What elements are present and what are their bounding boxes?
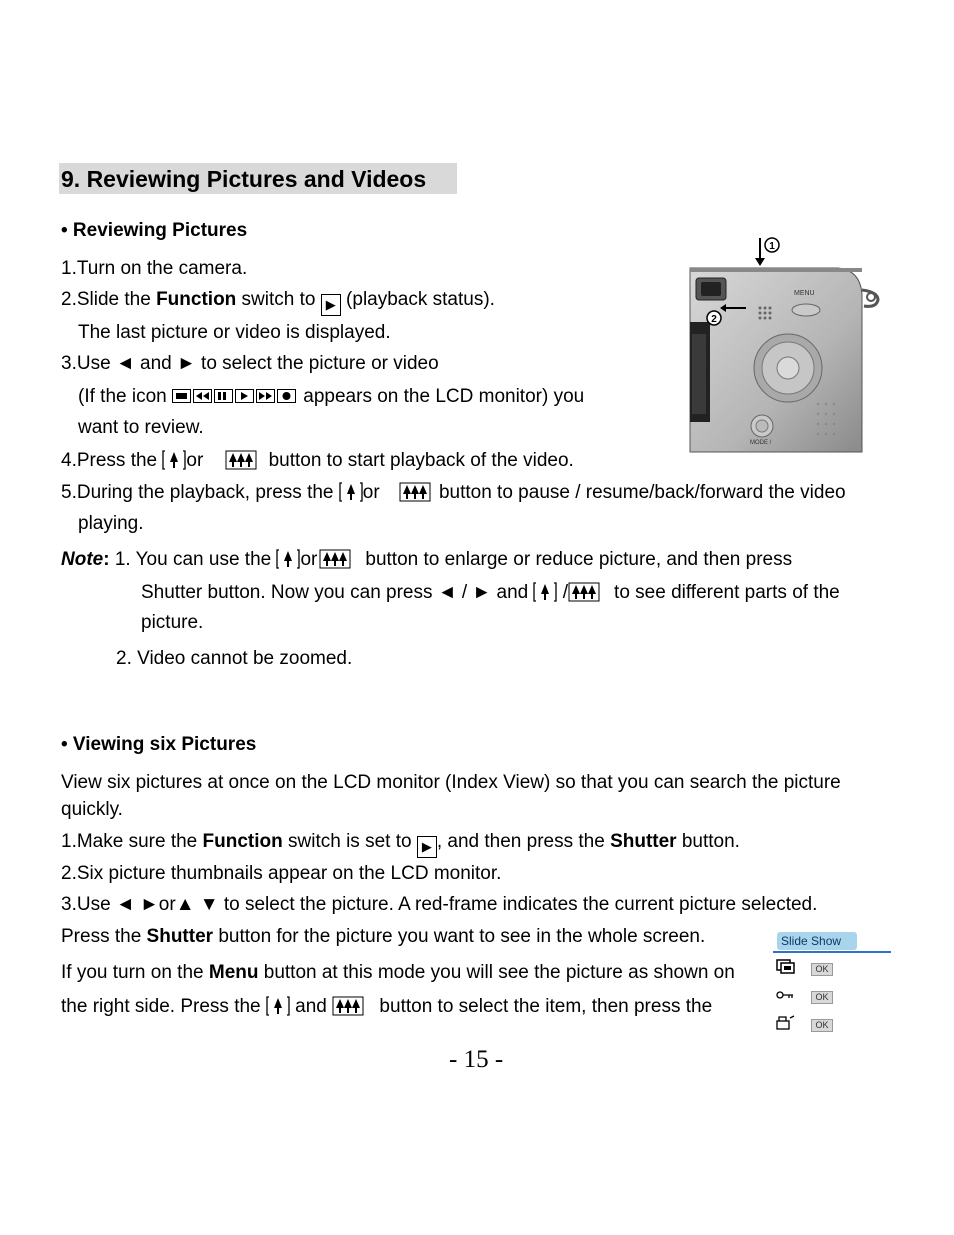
step-2-text: switch to	[236, 289, 321, 310]
zoom-wide-icon	[399, 482, 431, 502]
menu-label: MENU	[794, 290, 815, 297]
six-step-4-text: button for the picture you want to see in the whole screen.	[213, 926, 706, 947]
six-step-6-text: button to select the item, then press the	[374, 996, 713, 1017]
step-1: 1.Turn on the camera.	[61, 258, 248, 279]
six-step-1-text: 1.Make sure the	[61, 831, 203, 852]
mode-label: MODE /	[750, 440, 772, 446]
six-step-4-text: Press the	[61, 926, 147, 947]
note-colon: :	[103, 549, 110, 570]
ok-badge: OK	[811, 1019, 833, 1032]
zoom-wide-icon	[225, 450, 257, 470]
section-title: 9. Reviewing Pictures and Videos	[61, 166, 427, 192]
note-1-text: 1. You can use the	[109, 549, 277, 570]
six-heading: • Viewing six Pictures	[61, 734, 257, 755]
note-1-line-3: picture.	[141, 612, 204, 633]
six-step-1	[61, 831, 740, 858]
step-5-text: or	[362, 482, 380, 503]
zoom-tele-icon	[339, 481, 363, 503]
step-4-text: button to start playback of the video.	[268, 450, 574, 471]
note-1-text: /	[557, 582, 569, 603]
step-2	[61, 289, 495, 316]
six-step-2: 2.Six picture thumbnails appear on the LCD monitor.	[61, 863, 502, 884]
page-number: - 15 -	[449, 1046, 504, 1073]
six-step-1-text: , and then press the	[436, 831, 611, 852]
function-label: Function	[156, 289, 237, 310]
callout-2: 2	[711, 314, 717, 325]
note-label: Note	[61, 549, 104, 570]
slideshow-icon	[775, 958, 797, 976]
step-2-text: (playback status).	[340, 289, 495, 310]
six-step-6	[61, 995, 712, 1018]
six-step-5	[61, 962, 735, 984]
zoom-tele-icon	[276, 548, 300, 570]
step-5-text: button to pause / resume/back/forward the video	[438, 482, 846, 503]
menu-underline	[773, 951, 891, 953]
camera-back-illustration	[688, 234, 884, 456]
note-2: 2. Video cannot be zoomed.	[116, 648, 353, 669]
six-step-1-text: button.	[676, 831, 740, 852]
six-intro-line-1: View six pictures at once on the LCD monitor (Index View) so that you can search the picture	[61, 772, 841, 793]
step-3-line-2	[78, 386, 584, 408]
ok-badge: OK	[811, 991, 833, 1004]
step-5	[61, 481, 846, 504]
video-controls-icon	[172, 388, 298, 404]
shutter-label: Shutter	[146, 926, 214, 947]
note-1-text: or	[300, 549, 318, 570]
step-5-text: 5.During the playback, press the	[61, 482, 339, 503]
print-dpof-icon	[775, 1015, 797, 1033]
playback-icon: ▶	[417, 836, 437, 858]
playback-icon: ▶	[321, 294, 341, 316]
note-1-text: button to enlarge or reduce picture, and then press	[365, 549, 793, 570]
six-step-3: 3.Use ◄ ►or▲ ▼ to select the picture. A red-frame indicates the current picture selected.	[61, 894, 818, 915]
protect-key-icon	[775, 987, 797, 1005]
step-3-text: appears on the LCD monitor) you	[298, 386, 585, 407]
zoom-tele-icon	[533, 581, 557, 603]
zoom-wide-icon	[319, 549, 351, 569]
six-step-5-text: If you turn on the	[61, 962, 209, 983]
six-step-5-text: button at this mode you will see the picture as shown on	[258, 962, 735, 983]
step-4-text: 4.Press the	[61, 450, 163, 471]
zoom-wide-icon	[568, 582, 600, 602]
six-step-1-text: switch is set to	[282, 831, 417, 852]
step-3-text: (If the icon	[78, 386, 172, 407]
six-step-6-text: the right side. Press the	[61, 996, 266, 1017]
step-4-text: or	[186, 450, 204, 471]
step-3: 3.Use ◄ and ► to select the picture or video	[61, 353, 439, 374]
slide-show-menu-illustration	[773, 930, 897, 1036]
zoom-tele-icon	[162, 449, 186, 471]
reviewing-heading: • Reviewing Pictures	[61, 220, 248, 241]
note-1	[61, 548, 792, 571]
step-5-line-2: playing.	[78, 513, 144, 534]
step-2-text: 2.Slide the	[61, 289, 157, 310]
six-step-6-text: and	[289, 996, 333, 1017]
menu-label: Menu	[208, 962, 259, 983]
shutter-label: Shutter	[610, 831, 677, 852]
zoom-tele-icon	[266, 995, 290, 1017]
note-1-text: to see different parts of the	[614, 582, 840, 603]
function-label: Function	[202, 831, 283, 852]
step-3-line-3: want to review.	[78, 417, 204, 438]
note-1-line-2	[141, 581, 840, 604]
step-2-line-2: The last picture or video is displayed.	[78, 322, 391, 343]
slide-show-label: Slide Show	[777, 932, 857, 950]
note-1-text: Shutter button. Now you can press ◄ / ► and	[141, 582, 534, 603]
zoom-wide-icon	[332, 996, 364, 1016]
six-intro-line-2: quickly.	[61, 799, 123, 820]
step-4	[61, 449, 574, 472]
six-step-4	[61, 926, 705, 948]
ok-badge: OK	[811, 963, 833, 976]
callout-1: 1	[769, 241, 775, 252]
